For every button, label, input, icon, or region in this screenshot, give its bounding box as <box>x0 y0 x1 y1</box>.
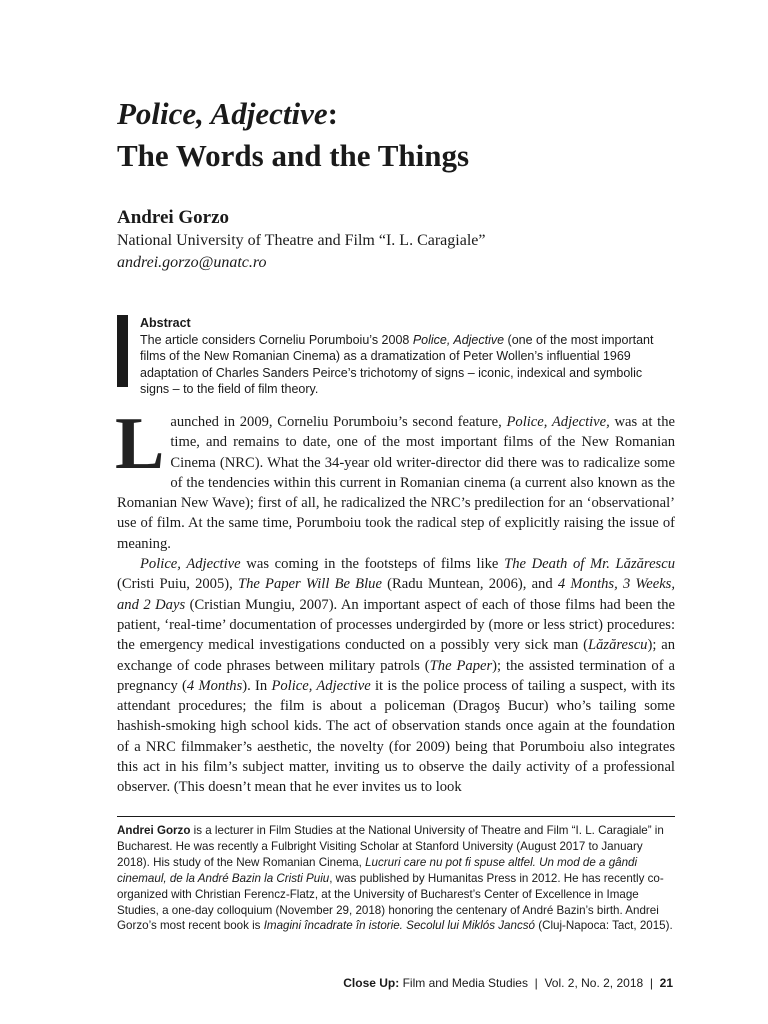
footnote-divider <box>117 816 675 817</box>
author-bio: Andrei Gorzo is a lecturer in Film Studies at the National University of Theatre and Film “I. L. Caragiale” in Bucharest. He was recently a Fulbright Visiting Scholar at Stanford University (August 2017 to January 2018). His study of the New Romanian Cinema, Lucruri care nu pot fi spuse altfel. Un mod de a gândi cinemaul, de la André Bazin la Cristi Puiu, was published by Humanitas Press in 2012. He has recently co-organized with Christian Ferencz-Flatz, at the University of Bucharest’s Center of Excellence in Image Studies, a one-day colloquium (November 29, 2018) honoring the centenary of André Bazin’s birth. Andrei Gorzo’s most recent book is Imagini încadrate în istorie. Secolul lui Miklós Jancsó (Cluj-Napoca: Tact, 2015). <box>117 824 673 933</box>
article-title <box>117 93 677 177</box>
drop-cap: L <box>115 403 165 485</box>
paragraph-2: Police, Adjective was coming in the footsteps of films like The Death of Mr. Lăzărescu (Cristi Puiu, 2005), The Paper Will Be Blue (Radu Muntean, 2006), and 4 Months, 3 Weeks, and 2 Days (Cristian Mungiu, 2007). An important aspect of each of those films had been the patient, ‘real-time’ documentation of processes undergirded by (more or less strict) procedures: the emergency medical investigations conducted on a possibly very sick man (Lăzărescu); an exchange of code phrases between military patrols (The Paper); the assisted termination of a pregnancy (4 Months). In Police, Adjective it is the police process of tailing a suspect, with its attendant procedures; the film is about a policeman (Dragoş Bucur) who’s tailing some hashish-smoking high school kids. The act of observation stands once again at the foundation of a NRC filmmaker’s aesthetic, the novelty (for 2009) being that Porumboiu also integrates this act in his film’s subject matter, inviting us to observe the daily activity of a professional observer. (This doesn’t mean that he ever invites us to look <box>117 556 676 796</box>
abstract-heading: Abstract <box>140 316 191 330</box>
journal-volume: Vol. 2, No. 2, 2018 <box>544 976 644 990</box>
paragraph-1: Launched in 2009, Corneliu Porumboiu’s second feature, Police, Adjective, was at the time, and remains to date, one of the most important films of the New Romanian Cinema (NRC). What the 34-year old writer-director did there was to radicalize some of the tendencies within this current in Romanian cinema (a current also known as the Romanian New Wave); first of all, he radicalized the NRC’s predilection for an ‘observational’ use of film. At the same time, Porumboiu took the radical step of explicitly raising the issue of meaning. <box>115 403 675 552</box>
author-affiliation: National University of Theatre and Film “I. L. Caragiale” <box>117 232 486 249</box>
journal-name-bold: Close Up: <box>343 976 400 990</box>
title-line-1: Police, Adjective: <box>117 96 338 131</box>
abstract-bar-icon <box>117 315 128 387</box>
body-text <box>115 403 676 798</box>
title-line-2: The Words and the Things <box>117 138 470 173</box>
author-email[interactable]: andrei.gorzo@unatc.ro <box>117 254 267 271</box>
page-footer: Close Up: Film and Media Studies | Vol. 2, No. 2, 2018 | 21 <box>343 976 673 990</box>
author-block <box>117 206 677 274</box>
abstract-text: Abstract The article considers Corneliu Porumboiu’s 2008 Police, Adjective (one of the most important films of the New Romanian Cinema) as a dramatization of Peter Wollen’s influential 1969 adaptation of Charles Sanders Peirce’s trichotomy of signs – iconic, indexical and symbolic signs – to the field of film theory. <box>140 315 660 398</box>
author-name: Andrei Gorzo <box>117 207 230 228</box>
title-film-name: Police, Adjective <box>117 96 328 131</box>
bio-author-name: Andrei Gorzo <box>117 824 191 837</box>
journal-name: Film and Media Studies <box>399 976 528 990</box>
page-number: 21 <box>659 976 673 990</box>
